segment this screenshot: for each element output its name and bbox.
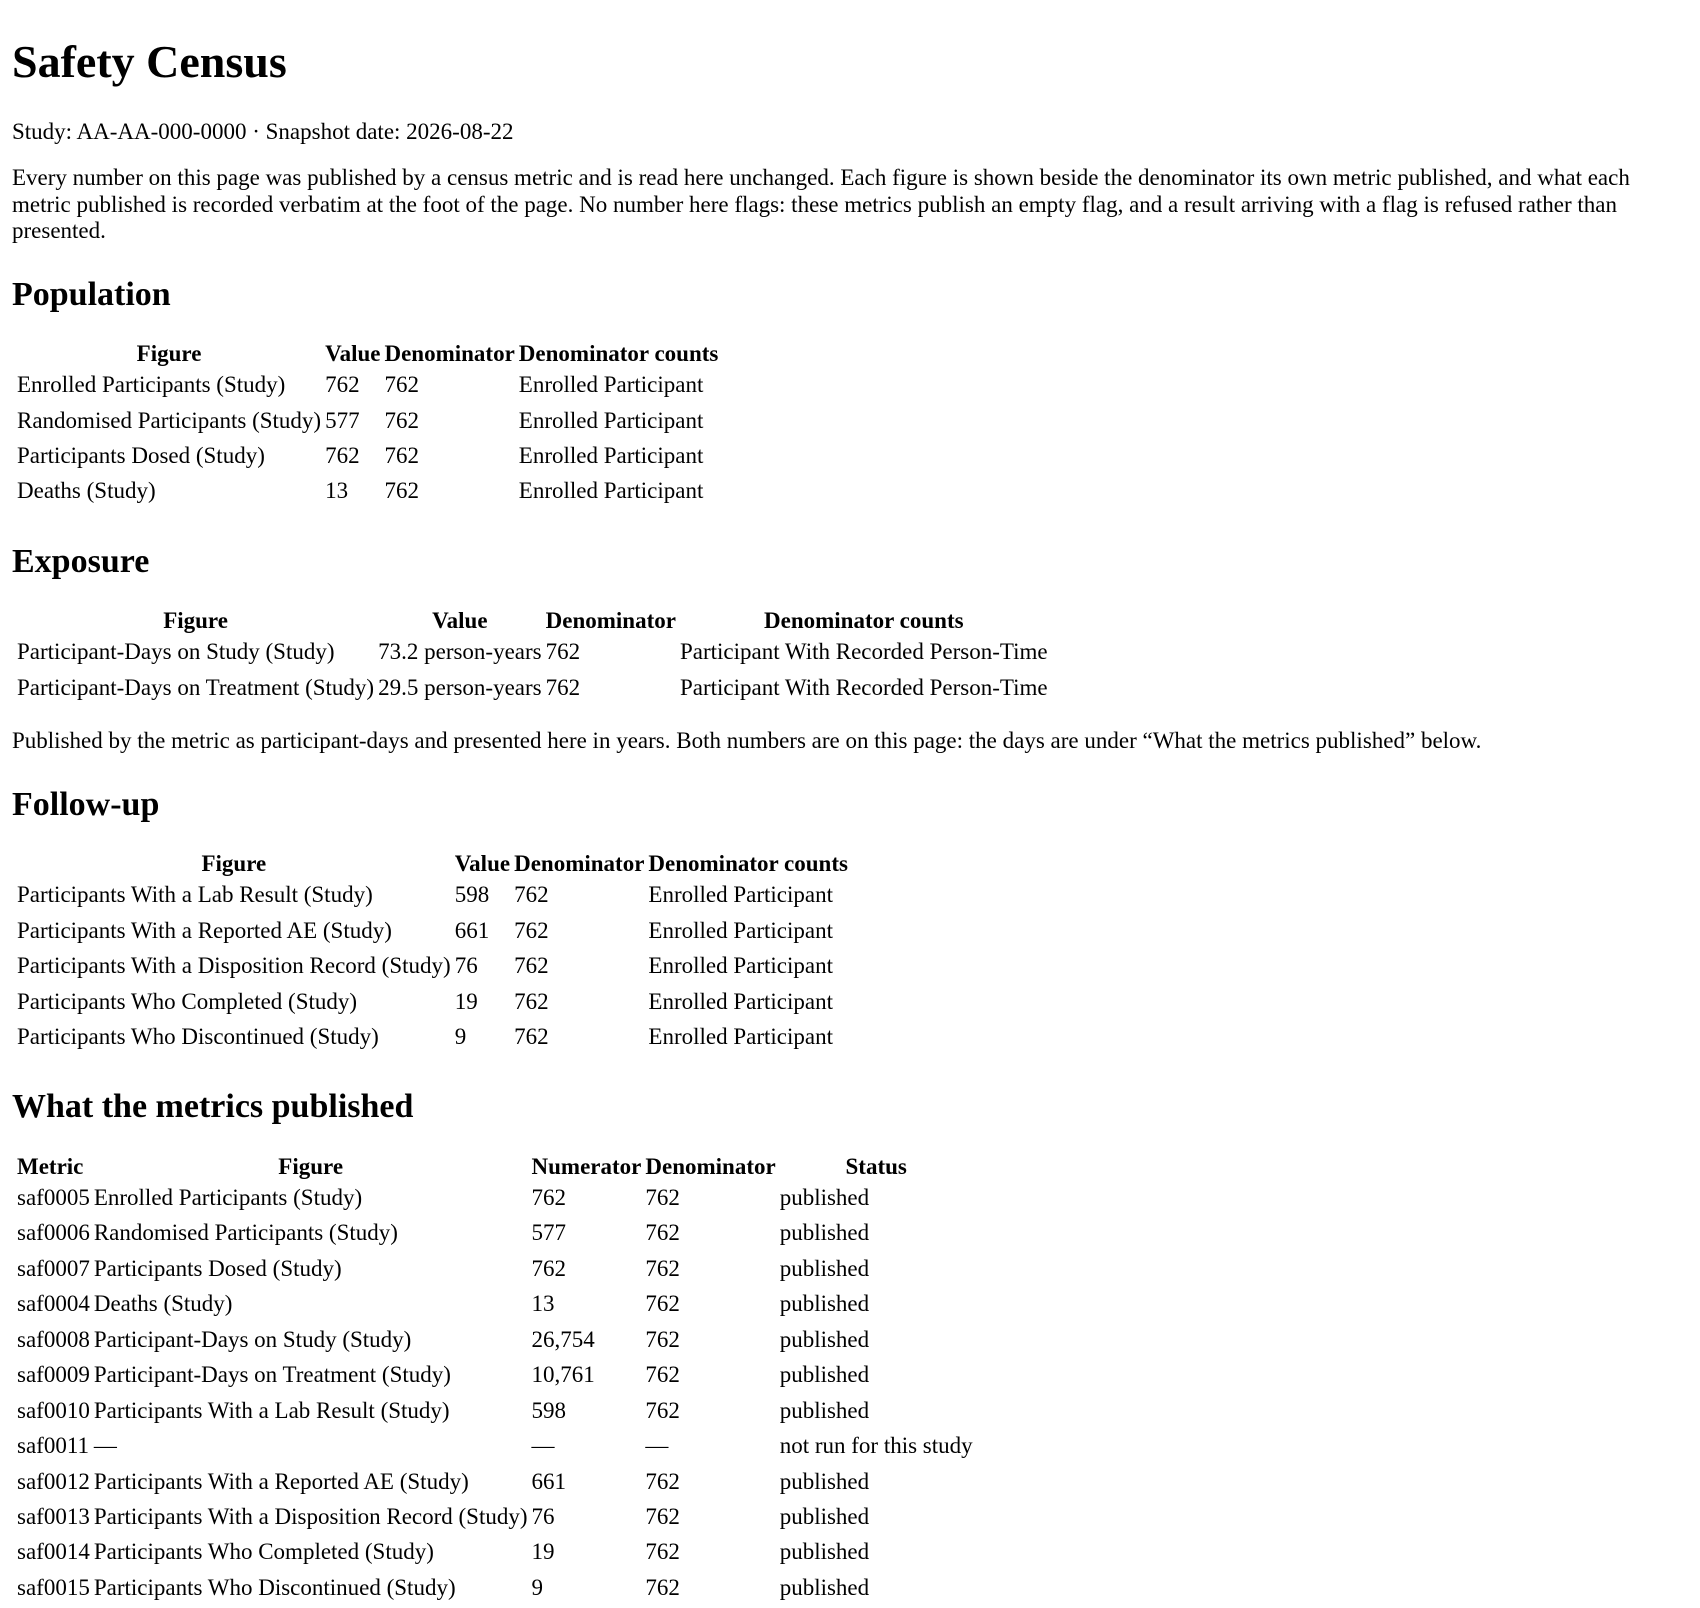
denominator-cell: 762	[514, 988, 549, 1014]
exposure-table	[14, 605, 1051, 708]
numerator-cell: 19	[531, 1539, 555, 1565]
denominator-counts-cell: Enrolled Participant	[518, 478, 704, 504]
denominator-cell: 762	[645, 1220, 680, 1246]
table-row	[16, 1467, 974, 1500]
figure-cell: Participants Dosed (Study)	[93, 1255, 342, 1281]
value-cell: 598	[454, 882, 490, 908]
status-cell: published	[779, 1503, 870, 1529]
numerator-cell: 577	[531, 1220, 567, 1246]
column-header: Status	[845, 1153, 907, 1179]
figure-cell: Randomised Participants (Study)	[93, 1220, 398, 1246]
denominator-cell: 762	[645, 1574, 680, 1600]
status-cell: published	[779, 1397, 870, 1423]
table-row	[16, 916, 849, 949]
figure-cell: Participants With a Reported AE (Study)	[93, 1468, 469, 1494]
status-cell: published	[779, 1326, 870, 1352]
denominator-cell: 762	[645, 1539, 680, 1565]
denominator-cell: 762	[645, 1291, 680, 1317]
figure-cell: Deaths (Study)	[17, 478, 156, 504]
denominator-counts-cell: Enrolled Participant	[648, 1024, 833, 1050]
denominator-cell: 762	[514, 917, 549, 943]
figure-cell: Participants With a Lab Result (Study)	[93, 1397, 450, 1423]
denominator-cell: 762	[645, 1185, 680, 1211]
denominator-counts-cell: Participant With Recorded Person-Time	[679, 674, 1048, 700]
value-cell: 661	[454, 917, 490, 943]
exposure-heading: Exposure	[12, 542, 150, 580]
metric-id-cell: saf0009	[17, 1362, 90, 1388]
study-line: Study: AA-AA-000-0000 · Snapshot date: 2026-08-22	[12, 118, 514, 144]
denominator-cell: 762	[645, 1503, 680, 1529]
published-heading: What the metrics published	[12, 1088, 414, 1126]
numerator-cell: 13	[531, 1291, 555, 1317]
numerator-cell: 9	[531, 1574, 544, 1600]
metric-id-cell: saf0015	[17, 1574, 90, 1600]
column-header: Denominator counts	[518, 340, 719, 366]
figure-cell: —	[93, 1433, 117, 1459]
denominator-cell: 762	[384, 478, 419, 504]
figure-cell: Participants With a Lab Result (Study)	[17, 882, 373, 908]
status-cell: published	[779, 1539, 870, 1565]
column-header: Denominator counts	[648, 850, 848, 876]
figure-cell: Participants With a Disposition Record (Study)	[93, 1503, 528, 1529]
published-metrics-table	[14, 1151, 976, 1608]
table-row	[16, 1431, 974, 1464]
column-header: Denominator	[545, 608, 676, 634]
numerator-cell: 762	[531, 1185, 567, 1211]
table-row	[16, 673, 1049, 706]
table-row	[16, 441, 719, 474]
denominator-counts-cell: Enrolled Participant	[648, 988, 833, 1014]
value-cell: 13	[325, 478, 349, 504]
table-row	[16, 951, 849, 984]
value-cell: 76	[454, 953, 478, 979]
figure-cell: Participants Who Discontinued (Study)	[17, 1024, 379, 1050]
denominator-counts-cell: Enrolled Participant	[648, 953, 833, 979]
population-table	[14, 338, 721, 512]
numerator-cell: 10,761	[531, 1362, 595, 1388]
table-row	[16, 1183, 974, 1216]
table-row	[16, 370, 719, 403]
numerator-cell: 661	[531, 1468, 567, 1494]
metric-id-cell: saf0008	[17, 1326, 90, 1352]
figure-cell: Participant-Days on Study (Study)	[93, 1326, 412, 1352]
value-cell: 19	[454, 988, 478, 1014]
denominator-counts-cell: Enrolled Participant	[518, 407, 704, 433]
column-header: Value	[432, 608, 488, 634]
table-header-row	[16, 340, 719, 368]
figure-cell: Enrolled Participants (Study)	[17, 372, 286, 398]
metric-id-cell: saf0012	[17, 1468, 90, 1494]
column-header: Figure	[278, 1153, 344, 1179]
denominator-cell: 762	[645, 1468, 680, 1494]
status-cell: published	[779, 1220, 870, 1246]
column-header: Denominator	[384, 340, 515, 366]
status-cell: not run for this study	[779, 1433, 973, 1459]
numerator-cell: 762	[531, 1255, 567, 1281]
figure-cell: Participants With a Disposition Record (Study)	[17, 953, 451, 979]
table-row	[16, 1360, 974, 1393]
denominator-cell: —	[645, 1433, 669, 1459]
column-header: Numerator	[531, 1153, 642, 1179]
metric-id-cell: saf0014	[17, 1539, 90, 1565]
denominator-counts-cell: Enrolled Participant	[518, 443, 704, 469]
denominator-cell: 762	[514, 953, 549, 979]
denominator-cell: 762	[514, 882, 549, 908]
column-header: Denominator	[645, 1153, 776, 1179]
figure-cell: Enrolled Participants (Study)	[93, 1185, 363, 1211]
table-row	[16, 1537, 974, 1570]
metric-id-cell: saf0004	[17, 1291, 90, 1317]
denominator-cell: 762	[645, 1255, 680, 1281]
figure-cell: Participants With a Reported AE (Study)	[17, 917, 392, 943]
table-row	[16, 406, 719, 439]
table-row	[16, 1325, 974, 1358]
denominator-counts-cell: Enrolled Participant	[518, 372, 704, 398]
column-header: Denominator	[514, 850, 645, 876]
figure-cell: Participant-Days on Treatment (Study)	[93, 1362, 451, 1388]
figure-cell: Participant-Days on Study (Study)	[17, 639, 335, 665]
table-row	[16, 637, 1049, 670]
metric-id-cell: saf0010	[17, 1397, 90, 1423]
column-header: Value	[454, 850, 511, 876]
metric-id-cell: saf0007	[17, 1255, 90, 1281]
value-cell: 9	[454, 1024, 467, 1050]
table-row	[16, 1502, 974, 1535]
exposure-note: Published by the metric as participant-days and presented here in years. Both numbers are on this page: the days are under “What the metrics published” below.	[12, 728, 1482, 754]
table-row	[16, 476, 719, 509]
status-cell: published	[779, 1185, 870, 1211]
figure-cell: Participant-Days on Treatment (Study)	[17, 674, 375, 700]
denominator-counts-cell: Enrolled Participant	[648, 917, 833, 943]
page-title: Safety Census	[12, 36, 287, 87]
table-row	[16, 880, 849, 913]
denominator-cell: 762	[645, 1362, 680, 1388]
denominator-cell: 762	[384, 372, 419, 398]
denominator-cell: 762	[645, 1326, 680, 1352]
status-cell: published	[779, 1468, 870, 1494]
column-header: Metric	[17, 1153, 84, 1179]
value-cell: 29.5 person-years	[378, 674, 542, 700]
column-header: Denominator counts	[764, 608, 964, 634]
table-header-row	[16, 607, 1049, 635]
column-header: Figure	[201, 850, 267, 876]
numerator-cell: 76	[531, 1503, 555, 1529]
value-cell: 762	[325, 372, 360, 398]
table-row	[16, 1573, 974, 1606]
followup-table	[14, 848, 851, 1058]
column-header: Value	[325, 340, 381, 366]
table-row	[16, 1289, 974, 1322]
denominator-cell: 762	[384, 407, 419, 433]
denominator-counts-cell: Participant With Recorded Person-Time	[679, 639, 1048, 665]
numerator-cell: 26,754	[531, 1326, 595, 1352]
figure-cell: Participants Dosed (Study)	[17, 443, 265, 469]
table-row	[16, 1254, 974, 1287]
figure-cell: Participants Who Discontinued (Study)	[93, 1574, 456, 1600]
denominator-counts-cell: Enrolled Participant	[648, 882, 833, 908]
column-header: Figure	[163, 608, 228, 634]
denominator-cell: 762	[645, 1397, 680, 1423]
numerator-cell: 598	[531, 1397, 567, 1423]
table-row	[16, 1396, 974, 1429]
denominator-cell: 762	[545, 639, 581, 665]
value-cell: 762	[325, 443, 360, 469]
status-cell: published	[779, 1291, 870, 1317]
intro-paragraph: Every number on this page was published by a census metric and is read here unchanged. Each figure is shown beside the denominator its own metric published, and what each metric published is recorded verbatim at the foot of the page. No number here flags: these metrics publish an empty flag, and a result arriving with a flag is refused rather than presented.	[12, 165, 1630, 244]
figure-cell: Deaths (Study)	[93, 1291, 233, 1317]
table-header-row	[16, 1153, 974, 1181]
metric-id-cell: saf0013	[17, 1503, 90, 1529]
denominator-cell: 762	[514, 1024, 549, 1050]
population-heading: Population	[12, 275, 171, 313]
table-header-row	[16, 850, 849, 878]
metric-id-cell: saf0005	[17, 1185, 90, 1211]
value-cell: 577	[325, 407, 360, 433]
status-cell: published	[779, 1574, 870, 1600]
figure-cell: Participants Who Completed (Study)	[17, 988, 358, 1014]
followup-heading: Follow-up	[12, 785, 160, 823]
table-row	[16, 1022, 849, 1055]
table-row	[16, 1218, 974, 1251]
metric-id-cell: saf0011	[17, 1433, 89, 1459]
value-cell: 73.2 person-years	[378, 639, 542, 665]
status-cell: published	[779, 1255, 870, 1281]
table-row	[16, 987, 849, 1020]
figure-cell: Participants Who Completed (Study)	[93, 1539, 434, 1565]
metric-id-cell: saf0006	[17, 1220, 90, 1246]
column-header: Figure	[136, 340, 202, 366]
denominator-cell: 762	[545, 674, 581, 700]
denominator-cell: 762	[384, 443, 419, 469]
status-cell: published	[779, 1362, 870, 1388]
numerator-cell: —	[531, 1433, 555, 1459]
figure-cell: Randomised Participants (Study)	[17, 407, 322, 433]
